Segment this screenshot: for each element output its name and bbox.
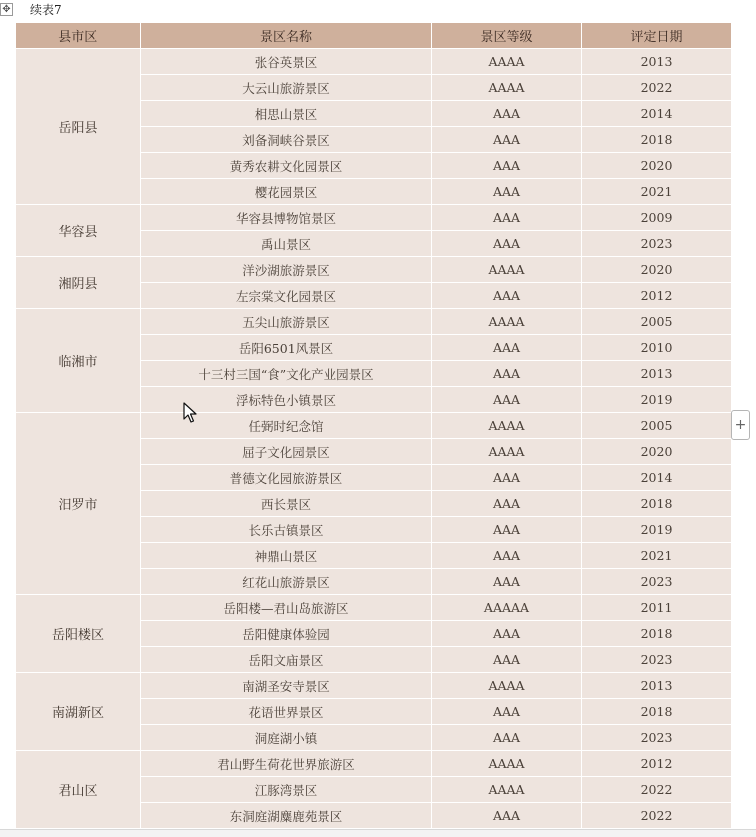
grade-cell: AAAA [432, 751, 582, 777]
date-cell: 2013 [582, 49, 732, 75]
date-cell: 2023 [582, 231, 732, 257]
mouse-pointer-icon [183, 402, 197, 424]
spot-name-cell: 东洞庭湖麋鹿苑景区 [141, 803, 432, 829]
plus-icon: + [734, 417, 747, 433]
grade-cell: AAA [432, 699, 582, 725]
spot-name-cell: 相思山景区 [141, 101, 432, 127]
spot-name-cell: 张谷英景区 [141, 49, 432, 75]
county-cell: 南湖新区 [16, 673, 141, 751]
grade-cell: AAAA [432, 673, 582, 699]
date-cell: 2023 [582, 647, 732, 673]
date-cell: 2023 [582, 725, 732, 751]
date-cell: 2021 [582, 543, 732, 569]
grade-cell: AAA [432, 127, 582, 153]
spot-name-cell: 长乐古镇景区 [141, 517, 432, 543]
grade-cell: AAA [432, 803, 582, 829]
date-cell: 2011 [582, 595, 732, 621]
grade-cell: AAA [432, 621, 582, 647]
county-cell: 君山区 [16, 751, 141, 829]
date-cell: 2022 [582, 803, 732, 829]
table-row [16, 413, 732, 439]
date-cell: 2018 [582, 127, 732, 153]
spot-name-cell: 岳阳楼—君山岛旅游区 [141, 595, 432, 621]
spot-name-cell: 十三村三国“食”文化产业园景区 [141, 361, 432, 387]
spot-name-cell: 神鼎山景区 [141, 543, 432, 569]
grade-cell: AAA [432, 491, 582, 517]
grade-cell: AAA [432, 335, 582, 361]
grade-cell: AAA [432, 153, 582, 179]
date-cell: 2018 [582, 621, 732, 647]
date-cell: 2009 [582, 205, 732, 231]
date-cell: 2014 [582, 101, 732, 127]
date-cell: 2020 [582, 153, 732, 179]
spot-name-cell: 岳阳文庙景区 [141, 647, 432, 673]
table-header-row [16, 23, 732, 49]
grade-cell: AAA [432, 205, 582, 231]
spot-name-cell: 五尖山旅游景区 [141, 309, 432, 335]
county-cell: 岳阳楼区 [16, 595, 141, 673]
date-cell: 2013 [582, 673, 732, 699]
table-row [16, 205, 732, 231]
date-cell: 2022 [582, 75, 732, 101]
grade-cell: AAA [432, 387, 582, 413]
grade-cell: AAA [432, 101, 582, 127]
spot-name-cell: 屈子文化园景区 [141, 439, 432, 465]
date-cell: 2012 [582, 283, 732, 309]
table-row [16, 751, 732, 777]
date-cell: 2013 [582, 361, 732, 387]
grade-cell: AAAA [432, 777, 582, 803]
header-county: 县市区 [16, 23, 141, 49]
spot-name-cell: 洋沙湖旅游景区 [141, 257, 432, 283]
grade-cell: AAAA [432, 257, 582, 283]
spot-name-cell: 岳阳6501风景区 [141, 335, 432, 361]
spot-name-cell: 禹山景区 [141, 231, 432, 257]
table-move-handle-icon[interactable]: ✥ [0, 3, 13, 16]
spot-name-cell: 大云山旅游景区 [141, 75, 432, 101]
spot-name-cell: 君山野生荷花世界旅游区 [141, 751, 432, 777]
table-caption: 续表7 [30, 3, 62, 17]
grade-cell: AAA [432, 283, 582, 309]
spot-name-cell: 红花山旅游景区 [141, 569, 432, 595]
spot-name-cell: 刘备洞峡谷景区 [141, 127, 432, 153]
grade-cell: AAAAA [432, 595, 582, 621]
date-cell: 2019 [582, 517, 732, 543]
date-cell: 2020 [582, 439, 732, 465]
spot-name-cell: 岳阳健康体验园 [141, 621, 432, 647]
spot-name-cell: 花语世界景区 [141, 699, 432, 725]
grade-cell: AAAA [432, 49, 582, 75]
grade-cell: AAAA [432, 75, 582, 101]
spot-name-cell: 樱花园景区 [141, 179, 432, 205]
date-cell: 2022 [582, 777, 732, 803]
date-cell: 2012 [582, 751, 732, 777]
spot-name-cell: 华容县博物馆景区 [141, 205, 432, 231]
add-column-button[interactable] [731, 410, 750, 440]
date-cell: 2018 [582, 491, 732, 517]
grade-cell: AAAA [432, 413, 582, 439]
date-cell: 2005 [582, 309, 732, 335]
spot-name-cell: 左宗棠文化园景区 [141, 283, 432, 309]
date-cell: 2020 [582, 257, 732, 283]
spot-name-cell: 洞庭湖小镇 [141, 725, 432, 751]
county-cell: 华容县 [16, 205, 141, 257]
scenic-spots-table [15, 23, 732, 829]
grade-cell: AAA [432, 725, 582, 751]
grade-cell: AAA [432, 231, 582, 257]
date-cell: 2005 [582, 413, 732, 439]
grade-cell: AAA [432, 465, 582, 491]
date-cell: 2023 [582, 569, 732, 595]
county-cell: 湘阴县 [16, 257, 141, 309]
spot-name-cell: 任弼时纪念馆 [141, 413, 432, 439]
header-date: 评定日期 [582, 23, 732, 49]
spot-name-cell: 南湖圣安寺景区 [141, 673, 432, 699]
spot-name-cell: 西长景区 [141, 491, 432, 517]
spot-name-cell: 江豚湾景区 [141, 777, 432, 803]
grade-cell: AAA [432, 517, 582, 543]
grade-cell: AAA [432, 361, 582, 387]
table-row [16, 309, 732, 335]
table-row [16, 595, 732, 621]
table-row [16, 257, 732, 283]
grade-cell: AAAA [432, 439, 582, 465]
header-spot-name: 景区名称 [141, 23, 432, 49]
date-cell: 2021 [582, 179, 732, 205]
spot-name-cell: 浮标特色小镇景区 [141, 387, 432, 413]
county-cell: 岳阳县 [16, 49, 141, 205]
spot-name-cell: 黄秀农耕文化园景区 [141, 153, 432, 179]
grade-cell: AAAA [432, 309, 582, 335]
spot-name-cell: 普德文化园旅游景区 [141, 465, 432, 491]
header-grade: 景区等级 [432, 23, 582, 49]
date-cell: 2019 [582, 387, 732, 413]
date-cell: 2014 [582, 465, 732, 491]
county-cell: 汨罗市 [16, 413, 141, 595]
county-cell: 临湘市 [16, 309, 141, 413]
date-cell: 2018 [582, 699, 732, 725]
table-row [16, 673, 732, 699]
date-cell: 2010 [582, 335, 732, 361]
grade-cell: AAA [432, 179, 582, 205]
grade-cell: AAA [432, 647, 582, 673]
grade-cell: AAA [432, 569, 582, 595]
table-row [16, 49, 732, 75]
grade-cell: AAA [432, 543, 582, 569]
